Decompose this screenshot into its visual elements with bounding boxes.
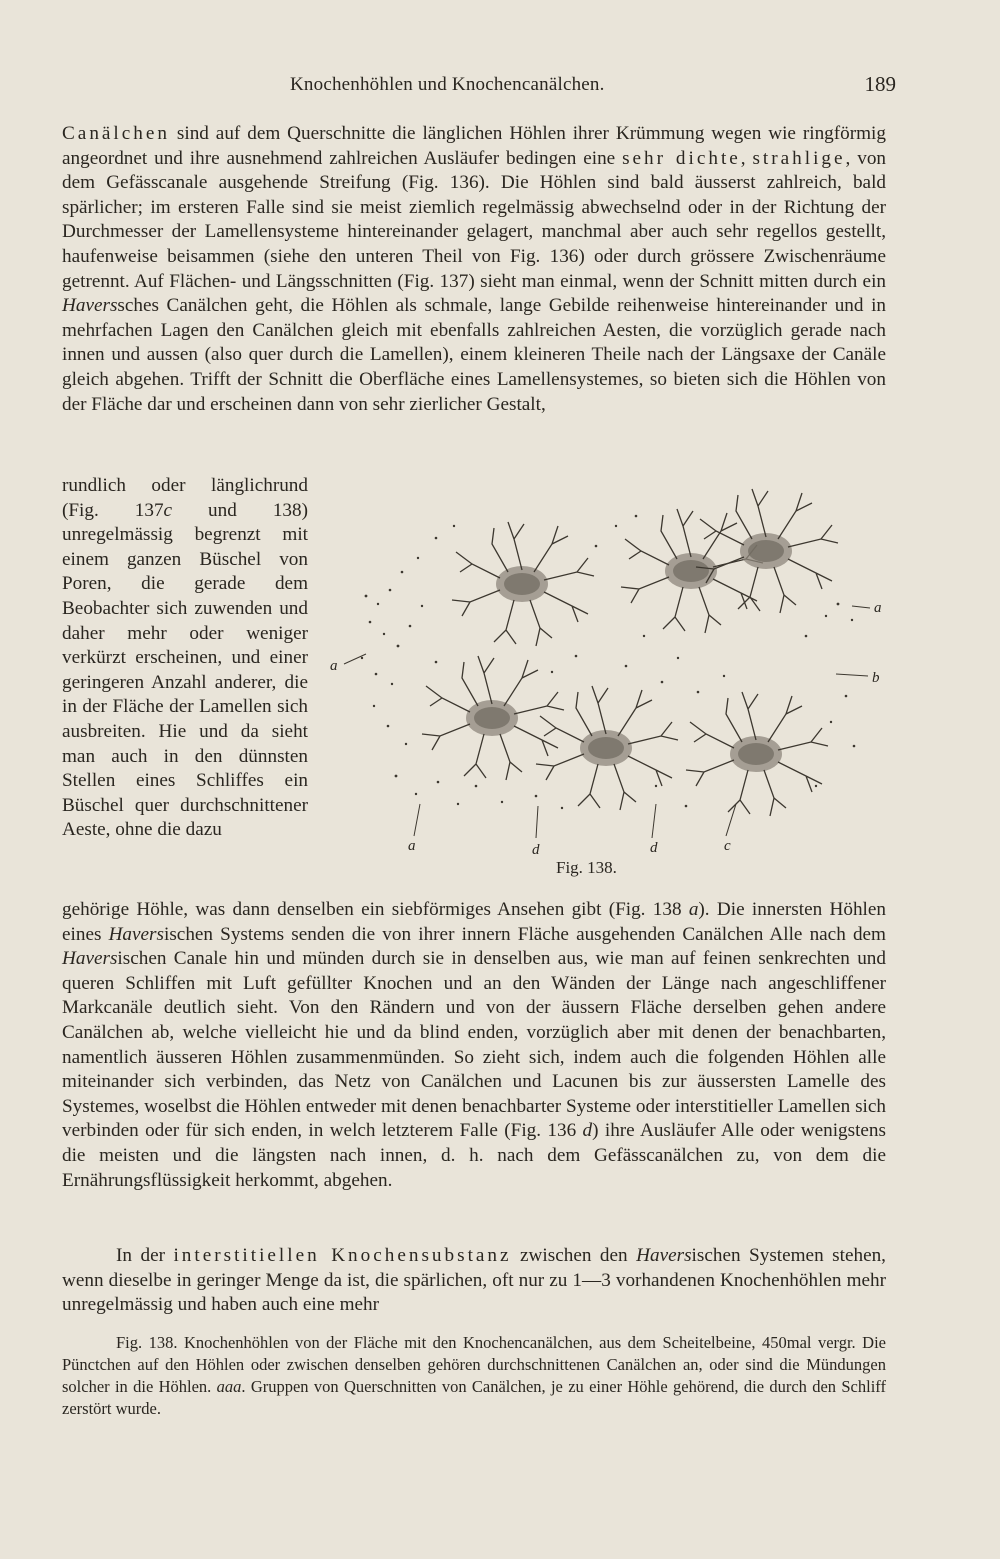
label-d-1: d [532,842,540,858]
cell-cluster [422,489,838,816]
running-title: Knochenhöhlen und Knochencanälchen. [290,74,605,95]
label-b: b [872,670,880,686]
label-a-right: a [874,600,882,616]
page-header [62,72,896,102]
figure-label: Fig. 138. [556,858,617,877]
bone-cell-illustration [326,486,886,866]
figure-caption: Fig. 138. Knochenhöhlen von der Fläche mit den Knochencanälchen, aus dem Scheitelbeine, 450mal vergr. Die Pünctchen auf den Höhlen oder zwischen denselben gehören durchschnittenen Canälchen an, oder sind die Mündungen solcher in die Höhlen. aaa. Gruppen von Querschnitten von Canälchen, je zu einer Höhle gehörend, die durch den Schliff zerstört wurde. [62,1333,886,1418]
label-d-2: d [650,840,658,856]
paragraph-3: In der interstitiellen Knochensubstanz zwischen den Haversischen Systemen stehen, wenn dieselbe in geringer Menge da ist, die spärlichen, oft nur zu 1—3 vorhandenen Knochenhöhlen mehr unregelmässig und haben auch eine mehr [62,1245,886,1316]
paragraph-1: Canälchen sind auf dem Querschnitte die länglichen Höhlen ihrer Krümmung wegen wie ringförmig angeordnet und ihre ausnehmend zahlreichen Ausläufer bedingen eine sehr dichte, strahlige, von dem Gefässcanale ausgehende Streifung (Fig. 136). Die Höhlen sind bald äusserst zahlreich, bald spärlicher; im ersteren Falle sind sie meist ziemlich regelmässig abwechselnd oder in der Richtung der Durchmesser der Lamellensysteme hintereinander gelagert, manchmal aber auch sehr regellos gestellt, haufenweise beisammen (siehe den unteren Theil von Fig. 136) oder durch grössere Zwischenräume getrennt. Auf Flächen- und Längsschnitten (Fig. 137) sieht man einmal, wenn der Schnitt mitten durch ein Haverssches Canälchen geht, die Höhlen als schmale, lange Gebilde reihenweise hintereinander und in mehrfachen Lagen den Canälchen gleich mit ebenfalls zahlreichen Aesten, die vorzüglich gerade nach innen und aussen (also quer durch die Lamellen), einem kleineren Theile nach der Längsaxe der Canäle gleich abgehen. Trifft der Schnitt die Oberfläche eines Lamellensystemes, so bieten sich die Höhlen von der Fläche dar und erscheinen dann von sehr zierlicher Gestalt, [62,123,886,415]
leader-lines [344,606,870,838]
page-number: 189 [864,72,896,96]
paragraph-2: gehörige Höhle, was dann denselben ein siebförmiges Ansehen gibt (Fig. 138 a). Die innersten Höhlen eines Haversischen Systems senden die von ihrer innern Fläche ausgehenden Canälchen Alle nach dem Haversischen Canale hin und münden durch sie in denselben aus, wie man auf feinen senkrechten und queren Schliffen mit Luft gefüllter Knochen und an den Wänden der Länge nach angeschliffener Markcanäle deutlich sieht. Von den Rändern und von der äussern Fläche derselben gehen andere Canälchen ab, welche vielleicht hie und da blind enden, vorzüglich aber mit denen der benachbarten, namentlich äusseren Höhlen zusammenmünden. So zieht sich, indem auch die folgenden Höhlen alle miteinander sich verbinden, das Netz von Canälchen und Lacunen bis zur äussersten Lamelle des Systemes, woselbst die Höhlen entweder mit denen benachbarter Systeme oder interstitieller Lamellen sich verbinden oder für sich enden, in welch letzterem Falle (Fig. 136 d) ihre Ausläufer Alle oder wenigstens die meisten und die längsten nach innen, d. h. nach dem Gefässcanälchen zu, von dem die Ernährungsflüssigkeit herkommt, abgehen. [62,899,886,1191]
label-a-bottom: a [408,838,416,854]
label-c: c [724,838,731,854]
label-a-left: a [330,658,338,674]
figure-138 [326,486,886,886]
side-column-text: rundlich oder länglichrund (Fig. 137c und 138) unregelmässig begrenzt mit einem ganzen Büschel von Poren, die gerade dem Beobachter sich zuwenden und daher mehr oder weniger verkürzt erscheinen, und einer geringeren Anzahl anderer, die in der Fläche der Lamellen sich ausbreiten. Hie und da sieht man auch in den dünnsten Stellen eines Schliffes ein Büschel quer durchschnittener Aeste, ohne die dazu [62,475,308,841]
